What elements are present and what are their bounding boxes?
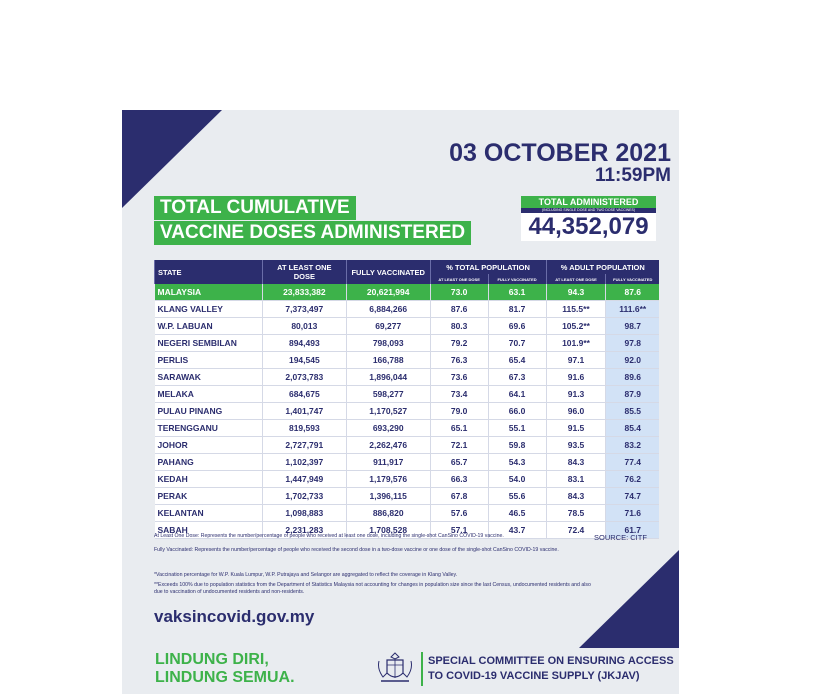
cell-tot-one: 80.3 (430, 318, 488, 335)
cell-adult-fully: 61.7 (606, 522, 659, 539)
cell-state: W.P. LABUAN (155, 318, 263, 335)
cell-tot-fully: 54.3 (488, 454, 546, 471)
table-row (155, 437, 660, 454)
cell-one-dose: 80,013 (262, 318, 346, 335)
footnote-fully: Fully Vaccinated: Represents the number/percentage of people who received the second dose in a two-dose vaccine or one dose of the single-shot CanSino COVID-19 vaccine. (154, 547, 559, 553)
vaccine-poster (122, 110, 679, 694)
cell-fully: 2,262,476 (346, 437, 430, 454)
cell-one-dose: 1,447,949 (262, 471, 346, 488)
cell-tot-one: 79.2 (430, 335, 488, 352)
cell-state: NEGERI SEMBILAN (155, 335, 263, 352)
cell-tot-one: 73.6 (430, 369, 488, 386)
table-row-malaysia (155, 284, 660, 301)
total-administered-sublabel: (INCLUDING SINGLE DOSE AND TWO DOSE VACCINES) (521, 208, 656, 213)
header-pct-total: % TOTAL POPULATION (430, 260, 546, 274)
cell-fully: 886,820 (346, 505, 430, 522)
cell-one-dose: 2,231,283 (262, 522, 346, 539)
corner-triangle-top-left (122, 110, 222, 208)
title-line-1: TOTAL CUMULATIVE (154, 196, 356, 220)
table-row (155, 420, 660, 437)
table-row (155, 386, 660, 403)
table-row (155, 403, 660, 420)
cell-adult-fully: 92.0 (606, 352, 659, 369)
total-administered-value: 44,352,079 (521, 213, 656, 241)
cell-adult-one: 91.6 (546, 369, 606, 386)
cell-adult-fully: 76.2 (606, 471, 659, 488)
cell-one-dose: 194,545 (262, 352, 346, 369)
cell-tot-one: 73.0 (430, 284, 488, 301)
coat-of-arms-icon (375, 651, 415, 685)
slogan-line-1: LINDUNG DIRI, (155, 651, 269, 668)
cell-fully: 1,170,527 (346, 403, 430, 420)
report-time: 11:59PM (594, 165, 671, 186)
cell-tot-one: 72.1 (430, 437, 488, 454)
website-url: vaksincovid.gov.my (154, 607, 315, 626)
cell-adult-one: 93.5 (546, 437, 606, 454)
cell-tot-fully: 46.5 (488, 505, 546, 522)
cell-adult-one: 97.1 (546, 352, 606, 369)
cell-state: KEDAH (155, 471, 263, 488)
subheader-adult-one: AT LEAST ONE DOSE (546, 274, 606, 284)
footnote-one-dose: At Least One Dose: Represents the number/percentage of people who received at least one dose, including the single-shot CanSino COVID-19 vaccine. (154, 533, 504, 539)
cell-fully: 1,708,528 (346, 522, 430, 539)
cell-adult-one: 91.3 (546, 386, 606, 403)
cell-one-dose: 894,493 (262, 335, 346, 352)
cell-tot-fully: 43.7 (488, 522, 546, 539)
cell-one-dose: 1,702,733 (262, 488, 346, 505)
cell-adult-one: 105.2** (546, 318, 606, 335)
cell-tot-fully: 63.1 (488, 284, 546, 301)
cell-adult-one: 101.9** (546, 335, 606, 352)
table-row (155, 301, 660, 318)
cell-adult-one: 83.1 (546, 471, 606, 488)
cell-tot-one: 65.7 (430, 454, 488, 471)
cell-adult-fully: 87.9 (606, 386, 659, 403)
corner-triangle-bottom-right (579, 550, 679, 648)
cell-tot-fully: 55.1 (488, 420, 546, 437)
table-row (155, 505, 660, 522)
cell-adult-fully: 85.5 (606, 403, 659, 420)
footnote-klang-valley: *Vaccination percentage for W.P. Kuala Lumpur, W.P. Putrajaya and Selangor are aggregated to reflect the coverage in Klang Valley. (154, 572, 458, 578)
cell-state: TERENGGANU (155, 420, 263, 437)
cell-fully: 69,277 (346, 318, 430, 335)
cell-state: MELAKA (155, 386, 263, 403)
table-row (155, 318, 660, 335)
cell-tot-one: 65.1 (430, 420, 488, 437)
header-state: STATE (155, 260, 263, 284)
table-row (155, 471, 660, 488)
cell-state: MALAYSIA (155, 284, 263, 301)
cell-fully: 6,884,266 (346, 301, 430, 318)
total-administered-label: TOTAL ADMINISTERED (521, 196, 656, 208)
cell-one-dose: 7,373,497 (262, 301, 346, 318)
cell-adult-one: 78.5 (546, 505, 606, 522)
cell-state: JOHOR (155, 437, 263, 454)
title-line-2: VACCINE DOSES ADMINISTERED (154, 221, 471, 245)
cell-adult-one: 94.3 (546, 284, 606, 301)
table-row (155, 335, 660, 352)
cell-tot-one: 57.6 (430, 505, 488, 522)
table-row (155, 488, 660, 505)
footnote-exceeds: **Exceeds 100% due to population statistics from the Department of Statistics Malaysia not accounting for changes in population size since the last Census, undocumented residents and also due to vaccination of undocumented residents and non-residents. (154, 582, 591, 595)
slogan-line-2: LINDUNG SEMUA. (155, 669, 295, 686)
cell-fully: 798,093 (346, 335, 430, 352)
cell-fully: 1,396,115 (346, 488, 430, 505)
committee-line-2: TO COVID-19 VACCINE SUPPLY (JKJAV) (428, 670, 640, 682)
cell-adult-one: 91.5 (546, 420, 606, 437)
cell-fully: 598,277 (346, 386, 430, 403)
cell-one-dose: 1,102,397 (262, 454, 346, 471)
cell-one-dose: 2,073,783 (262, 369, 346, 386)
cell-state: PAHANG (155, 454, 263, 471)
cell-adult-fully: 89.6 (606, 369, 659, 386)
cell-state: SABAH (155, 522, 263, 539)
subheader-total-fully: FULLY VACCINATED (488, 274, 546, 284)
cell-state: PERAK (155, 488, 263, 505)
cell-tot-fully: 65.4 (488, 352, 546, 369)
source-label: SOURCE: CITF (594, 533, 647, 542)
cell-adult-fully: 71.6 (606, 505, 659, 522)
table-row (155, 352, 660, 369)
subheader-total-one: AT LEAST ONE DOSE (430, 274, 488, 284)
report-date: 03 OCTOBER 2021 (449, 139, 671, 167)
cell-one-dose: 1,401,747 (262, 403, 346, 420)
cell-adult-one: 96.0 (546, 403, 606, 420)
cell-tot-one: 87.6 (430, 301, 488, 318)
cell-adult-fully: 87.6 (606, 284, 659, 301)
table-row (155, 454, 660, 471)
cell-adult-fully: 85.4 (606, 420, 659, 437)
cell-adult-fully: 74.7 (606, 488, 659, 505)
cell-one-dose: 23,833,382 (262, 284, 346, 301)
cell-adult-one: 115.5** (546, 301, 606, 318)
cell-one-dose: 1,098,883 (262, 505, 346, 522)
cell-tot-fully: 70.7 (488, 335, 546, 352)
cell-state: PERLIS (155, 352, 263, 369)
header-pct-adult: % ADULT POPULATION (546, 260, 659, 274)
vaccination-table (154, 260, 659, 539)
cell-tot-one: 57.1 (430, 522, 488, 539)
cell-state: SARAWAK (155, 369, 263, 386)
cell-adult-fully: 98.7 (606, 318, 659, 335)
cell-tot-one: 66.3 (430, 471, 488, 488)
cell-tot-fully: 55.6 (488, 488, 546, 505)
cell-adult-fully: 77.4 (606, 454, 659, 471)
cell-adult-fully: 111.6** (606, 301, 659, 318)
cell-one-dose: 684,675 (262, 386, 346, 403)
cell-fully: 20,621,994 (346, 284, 430, 301)
cell-tot-one: 76.3 (430, 352, 488, 369)
header-fully: FULLY VACCINATED (346, 260, 430, 284)
cell-adult-one: 72.4 (546, 522, 606, 539)
cell-state: KELANTAN (155, 505, 263, 522)
cell-tot-fully: 64.1 (488, 386, 546, 403)
subheader-adult-fully: FULLY VACCINATED (606, 274, 659, 284)
committee-line-1: SPECIAL COMMITTEE ON ENSURING ACCESS (428, 655, 674, 667)
header-one-dose: AT LEAST ONE DOSE (262, 260, 346, 284)
cell-adult-fully: 97.8 (606, 335, 659, 352)
cell-tot-fully: 54.0 (488, 471, 546, 488)
cell-tot-one: 79.0 (430, 403, 488, 420)
cell-tot-one: 67.8 (430, 488, 488, 505)
cell-fully: 911,917 (346, 454, 430, 471)
cell-state: PULAU PINANG (155, 403, 263, 420)
cell-tot-fully: 81.7 (488, 301, 546, 318)
cell-adult-fully: 83.2 (606, 437, 659, 454)
divider-line (421, 652, 423, 686)
cell-one-dose: 819,593 (262, 420, 346, 437)
table-row (155, 369, 660, 386)
cell-tot-fully: 69.6 (488, 318, 546, 335)
cell-fully: 166,788 (346, 352, 430, 369)
cell-fully: 1,896,044 (346, 369, 430, 386)
cell-tot-one: 73.4 (430, 386, 488, 403)
cell-adult-one: 84.3 (546, 488, 606, 505)
cell-fully: 693,290 (346, 420, 430, 437)
cell-tot-fully: 66.0 (488, 403, 546, 420)
cell-fully: 1,179,576 (346, 471, 430, 488)
cell-adult-one: 84.3 (546, 454, 606, 471)
cell-state: KLANG VALLEY (155, 301, 263, 318)
cell-one-dose: 2,727,791 (262, 437, 346, 454)
cell-tot-fully: 67.3 (488, 369, 546, 386)
cell-tot-fully: 59.8 (488, 437, 546, 454)
